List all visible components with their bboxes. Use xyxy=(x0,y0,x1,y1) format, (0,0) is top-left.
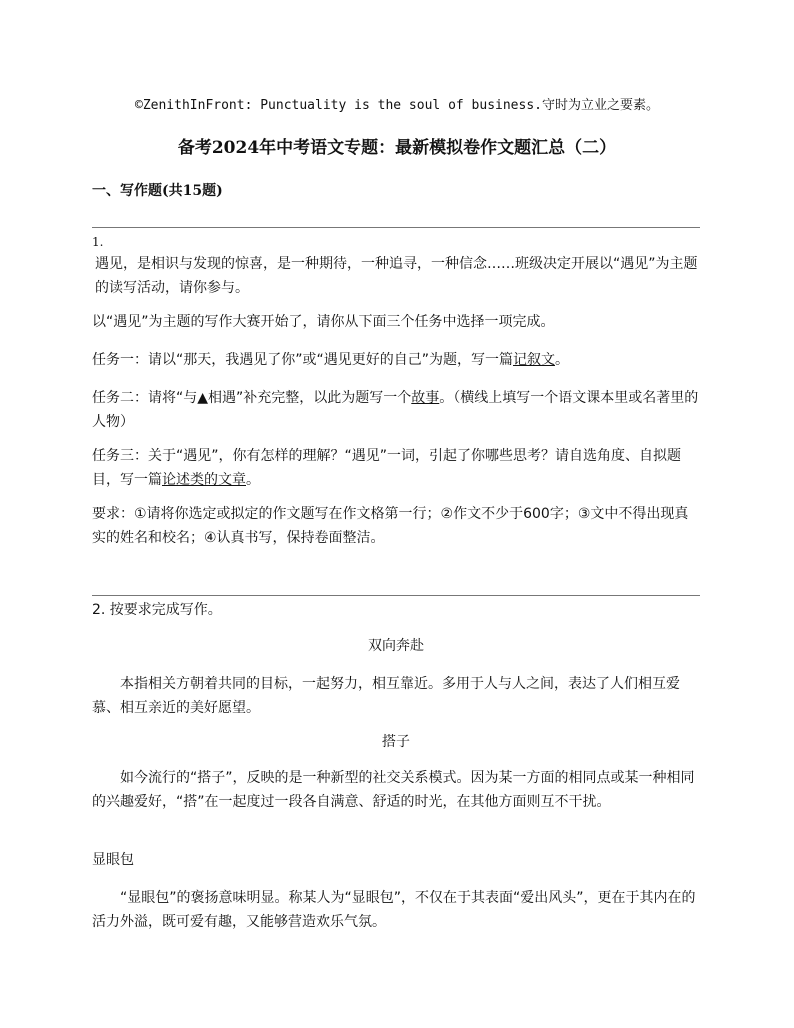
q1-task-1 xyxy=(92,348,700,372)
q2-paragraph-2: 如今流行的“搭子”，反映的是一种新型的社交关系模式。因为某一方面的相同点或某一种相同的兴趣爱好，“搭”在一起度过一段各自满意、舒适的时光，在其他方面则互不干扰。 xyxy=(92,770,695,810)
divider-q1 xyxy=(92,227,700,228)
q2-heading-1: 双向奔赴 xyxy=(368,638,424,654)
q1-task-3 xyxy=(92,444,700,492)
task-3-end: 。 xyxy=(246,472,260,488)
task-3-underlined: 论述类的文章 xyxy=(162,472,246,488)
q2-intro: 2. 按要求完成写作。 xyxy=(92,602,222,618)
q2-paragraph-3: “显眼包”的褒扬意味明显。称某人为“显眼包”，不仅在于其表面“爱出风头”，更在于其内在的活力外溢，既可爱有趣，又能够营造欢乐气氛。 xyxy=(92,890,696,930)
q1-paragraph-2: 以“遇见”为主题的写作大赛开始了，请你从下面三个任务中选择一项完成。 xyxy=(92,314,555,330)
task-3-text: 任务三：关于“遇见”，你有怎样的理解？“遇见”一词，引起了你哪些思考？请自选角度、自拟题目，写一篇 xyxy=(92,448,682,488)
task-2-underlined: 故事 xyxy=(411,390,440,406)
q2-paragraph-1: 本指相关方朝着共同的目标，一起努力，相互靠近。多用于人与人之间，表达了人们相互爱慕、相互亲近的美好愿望。 xyxy=(92,676,680,716)
q1-requirements: 要求：①请将你选定或拟定的作文题写在作文格第一行；②作文不少于600字；③文中不得出现真实的姓名和校名；④认真书写，保持卷面整洁。 xyxy=(92,506,689,546)
task-1-text: 任务一：请以“那天，我遇见了你”或“遇见更好的自己”为题，写一篇 xyxy=(92,352,514,368)
page-title: 备考2024年中考语文专题：最新模拟卷作文题汇总（二） xyxy=(177,138,617,158)
task-2-end: 。（横线上填写一个语文课本里或名著里的人物） xyxy=(92,390,699,430)
header-motto: ©ZenithInFront: Punctuality is the soul of business.守时为立业之要素。 xyxy=(135,98,659,113)
q1-task-2 xyxy=(92,386,700,434)
section-heading: 一、写作题(共15题) xyxy=(92,183,223,199)
task-1-underlined: 记叙文 xyxy=(513,352,556,368)
q2-heading-3: 显眼包 xyxy=(92,852,134,868)
task-1-end: 。 xyxy=(555,352,570,368)
q1-paragraph-1: 遇见，是相识与发现的惊喜，是一种期待，一种追寻，一种信念……班级决定开展以“遇见”为主题的读写活动，请你参与。 xyxy=(95,256,698,296)
divider-q2 xyxy=(92,595,700,596)
task-2-text: 任务二：请将“与▲相遇”补充完整，以此为题写一个 xyxy=(92,390,412,406)
q1-number: 1. xyxy=(92,235,104,249)
q2-heading-2: 搭子 xyxy=(382,734,410,750)
